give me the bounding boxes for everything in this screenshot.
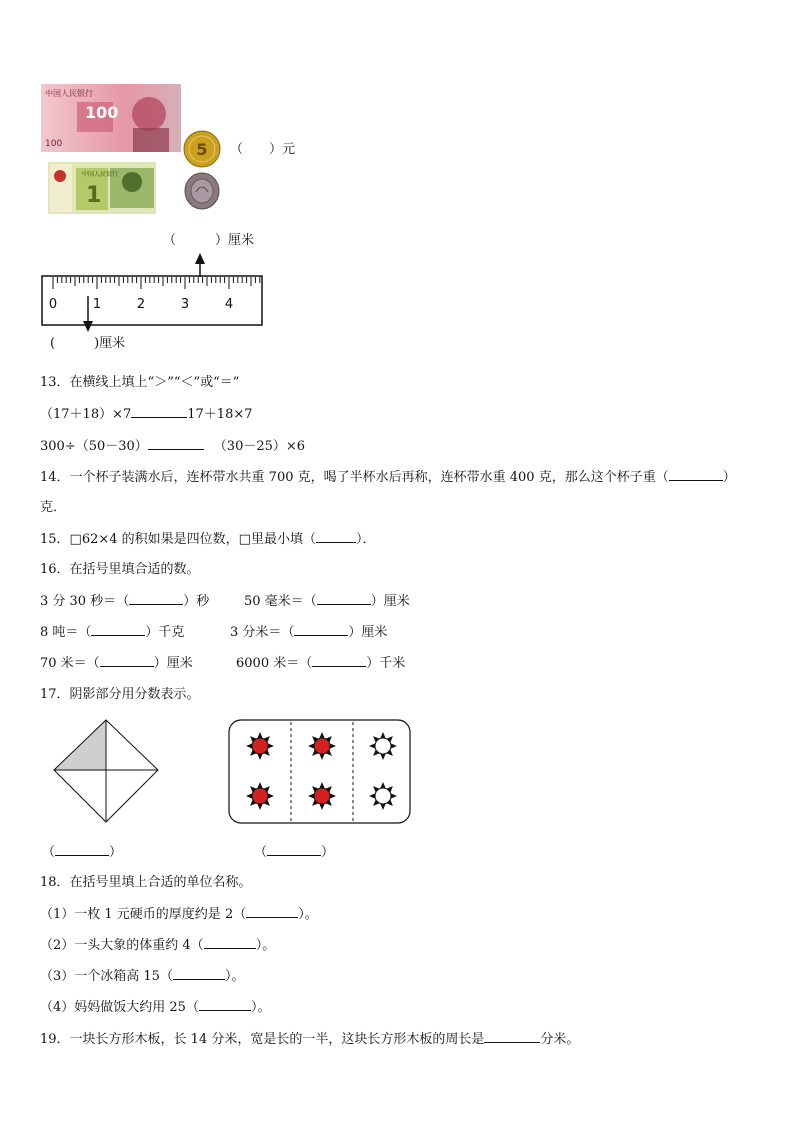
q17-blank-2[interactable] bbox=[267, 843, 321, 856]
ruler-tick-label: 3 bbox=[180, 297, 190, 312]
q18-item1: （1）一枚 1 元硬币的厚度约是 2（ ）。 bbox=[40, 907, 318, 922]
q16-blank-3[interactable] bbox=[91, 623, 145, 636]
q14-blank[interactable] bbox=[669, 468, 723, 481]
q14-line2: 克． bbox=[40, 500, 67, 515]
ruler-tick-label: 0 bbox=[48, 297, 58, 312]
ruler-tick-label: 4 bbox=[224, 297, 234, 312]
sun-unshaded bbox=[369, 732, 397, 760]
q18-item2: （2）一头大象的体重约 4（ ）。 bbox=[40, 938, 276, 953]
sun-shaded bbox=[308, 782, 336, 810]
sun-shaded bbox=[246, 782, 274, 810]
q15: 15．□62×4 的积如果是四位数，□里最小填（ ）． bbox=[40, 532, 376, 547]
q19-blank[interactable] bbox=[484, 1030, 540, 1043]
sun-shaded bbox=[308, 732, 336, 760]
q19: 19．一块长方形木板，长 14 分米，宽是长的一半，这块长方形木板的周长是 分米。 bbox=[40, 1032, 580, 1047]
q16-blank-4[interactable] bbox=[294, 623, 348, 636]
q13-blank2[interactable] bbox=[148, 437, 204, 450]
q18-blank-1[interactable] bbox=[246, 905, 298, 918]
q18-item4: （4）妈妈做饭大约用 25（ ）。 bbox=[40, 1000, 271, 1015]
note100-header: 中国人民银行 bbox=[45, 89, 93, 98]
ruler-tick-label: 1 bbox=[92, 297, 102, 312]
coin-gray-image bbox=[184, 172, 220, 210]
ruler-bottom-answer: ( )厘米 bbox=[50, 336, 126, 351]
q16-row1-left: 3 分 30 秒＝（ ）秒 bbox=[40, 594, 210, 609]
q16-blank-2[interactable] bbox=[317, 592, 371, 605]
sun-unshaded bbox=[369, 782, 397, 810]
note1-value: 1 bbox=[86, 183, 102, 208]
q16-row3-right: 6000 米＝（ ）千米 bbox=[236, 656, 406, 671]
note1-header: 中国人民银行 bbox=[82, 171, 119, 178]
q16-blank-6[interactable] bbox=[312, 654, 366, 667]
q16-row2-right: 3 分米＝（ ）厘米 bbox=[230, 625, 388, 640]
q16-row3-left: 70 米＝（ ）厘米 bbox=[40, 656, 193, 671]
q15-blank[interactable] bbox=[316, 530, 356, 543]
ruler-tick-label: 2 bbox=[136, 297, 146, 312]
q18-blank-2[interactable] bbox=[204, 936, 256, 949]
coin-value: 5 bbox=[196, 140, 208, 159]
ruler-top-answer: （ ）厘米 bbox=[163, 233, 255, 248]
suns-box-figure bbox=[228, 718, 412, 826]
q18-item3: （3）一个冰箱高 15（ ）。 bbox=[40, 969, 245, 984]
q14-line1: 14．一个杯子装满水后，连杯带水共重 700 克，喝了半杯水后再称，连杯带水重 400 克，那么这个杯子重（ ） bbox=[40, 470, 736, 485]
q17-answer2: （ ） bbox=[254, 845, 335, 860]
q16-blank-5[interactable] bbox=[100, 654, 154, 667]
diamond-figure bbox=[52, 718, 160, 826]
q17-blank-1[interactable] bbox=[55, 843, 109, 856]
banknote-100-image bbox=[41, 84, 181, 152]
coin-5-jiao-image bbox=[183, 130, 221, 168]
sun-shaded bbox=[246, 732, 274, 760]
q17-title: 17．阴影部分用分数表示。 bbox=[40, 687, 200, 702]
q13-title: 13．在横线上填上“＞”“＜”或“＝” bbox=[40, 375, 240, 390]
q18-blank-3[interactable] bbox=[173, 967, 225, 980]
note100-value: 100 bbox=[85, 103, 119, 122]
q16-blank-1[interactable] bbox=[129, 592, 183, 605]
q13-row1: （17＋18）×7 17＋18×7 bbox=[40, 407, 253, 422]
q16-row2-left: 8 吨＝（ ）千克 bbox=[40, 625, 185, 640]
q18-title: 18．在括号里填上合适的单位名称。 bbox=[40, 875, 252, 890]
q18-blank-4[interactable] bbox=[199, 998, 251, 1011]
q16-row1-right: 50 毫米＝（ ）厘米 bbox=[244, 594, 410, 609]
q13-blank1[interactable] bbox=[131, 405, 187, 418]
q13-row2: 300÷（50－30） （30－25）×6 bbox=[40, 439, 306, 454]
q16-title: 16．在括号里填合适的数。 bbox=[40, 562, 200, 577]
banknote-1-image bbox=[48, 162, 156, 214]
money-answer: （ ）元 bbox=[230, 142, 296, 157]
ruler-figure bbox=[36, 250, 276, 335]
svg-text:100: 100 bbox=[45, 139, 63, 149]
q17-answer1: （ ） bbox=[42, 845, 123, 860]
